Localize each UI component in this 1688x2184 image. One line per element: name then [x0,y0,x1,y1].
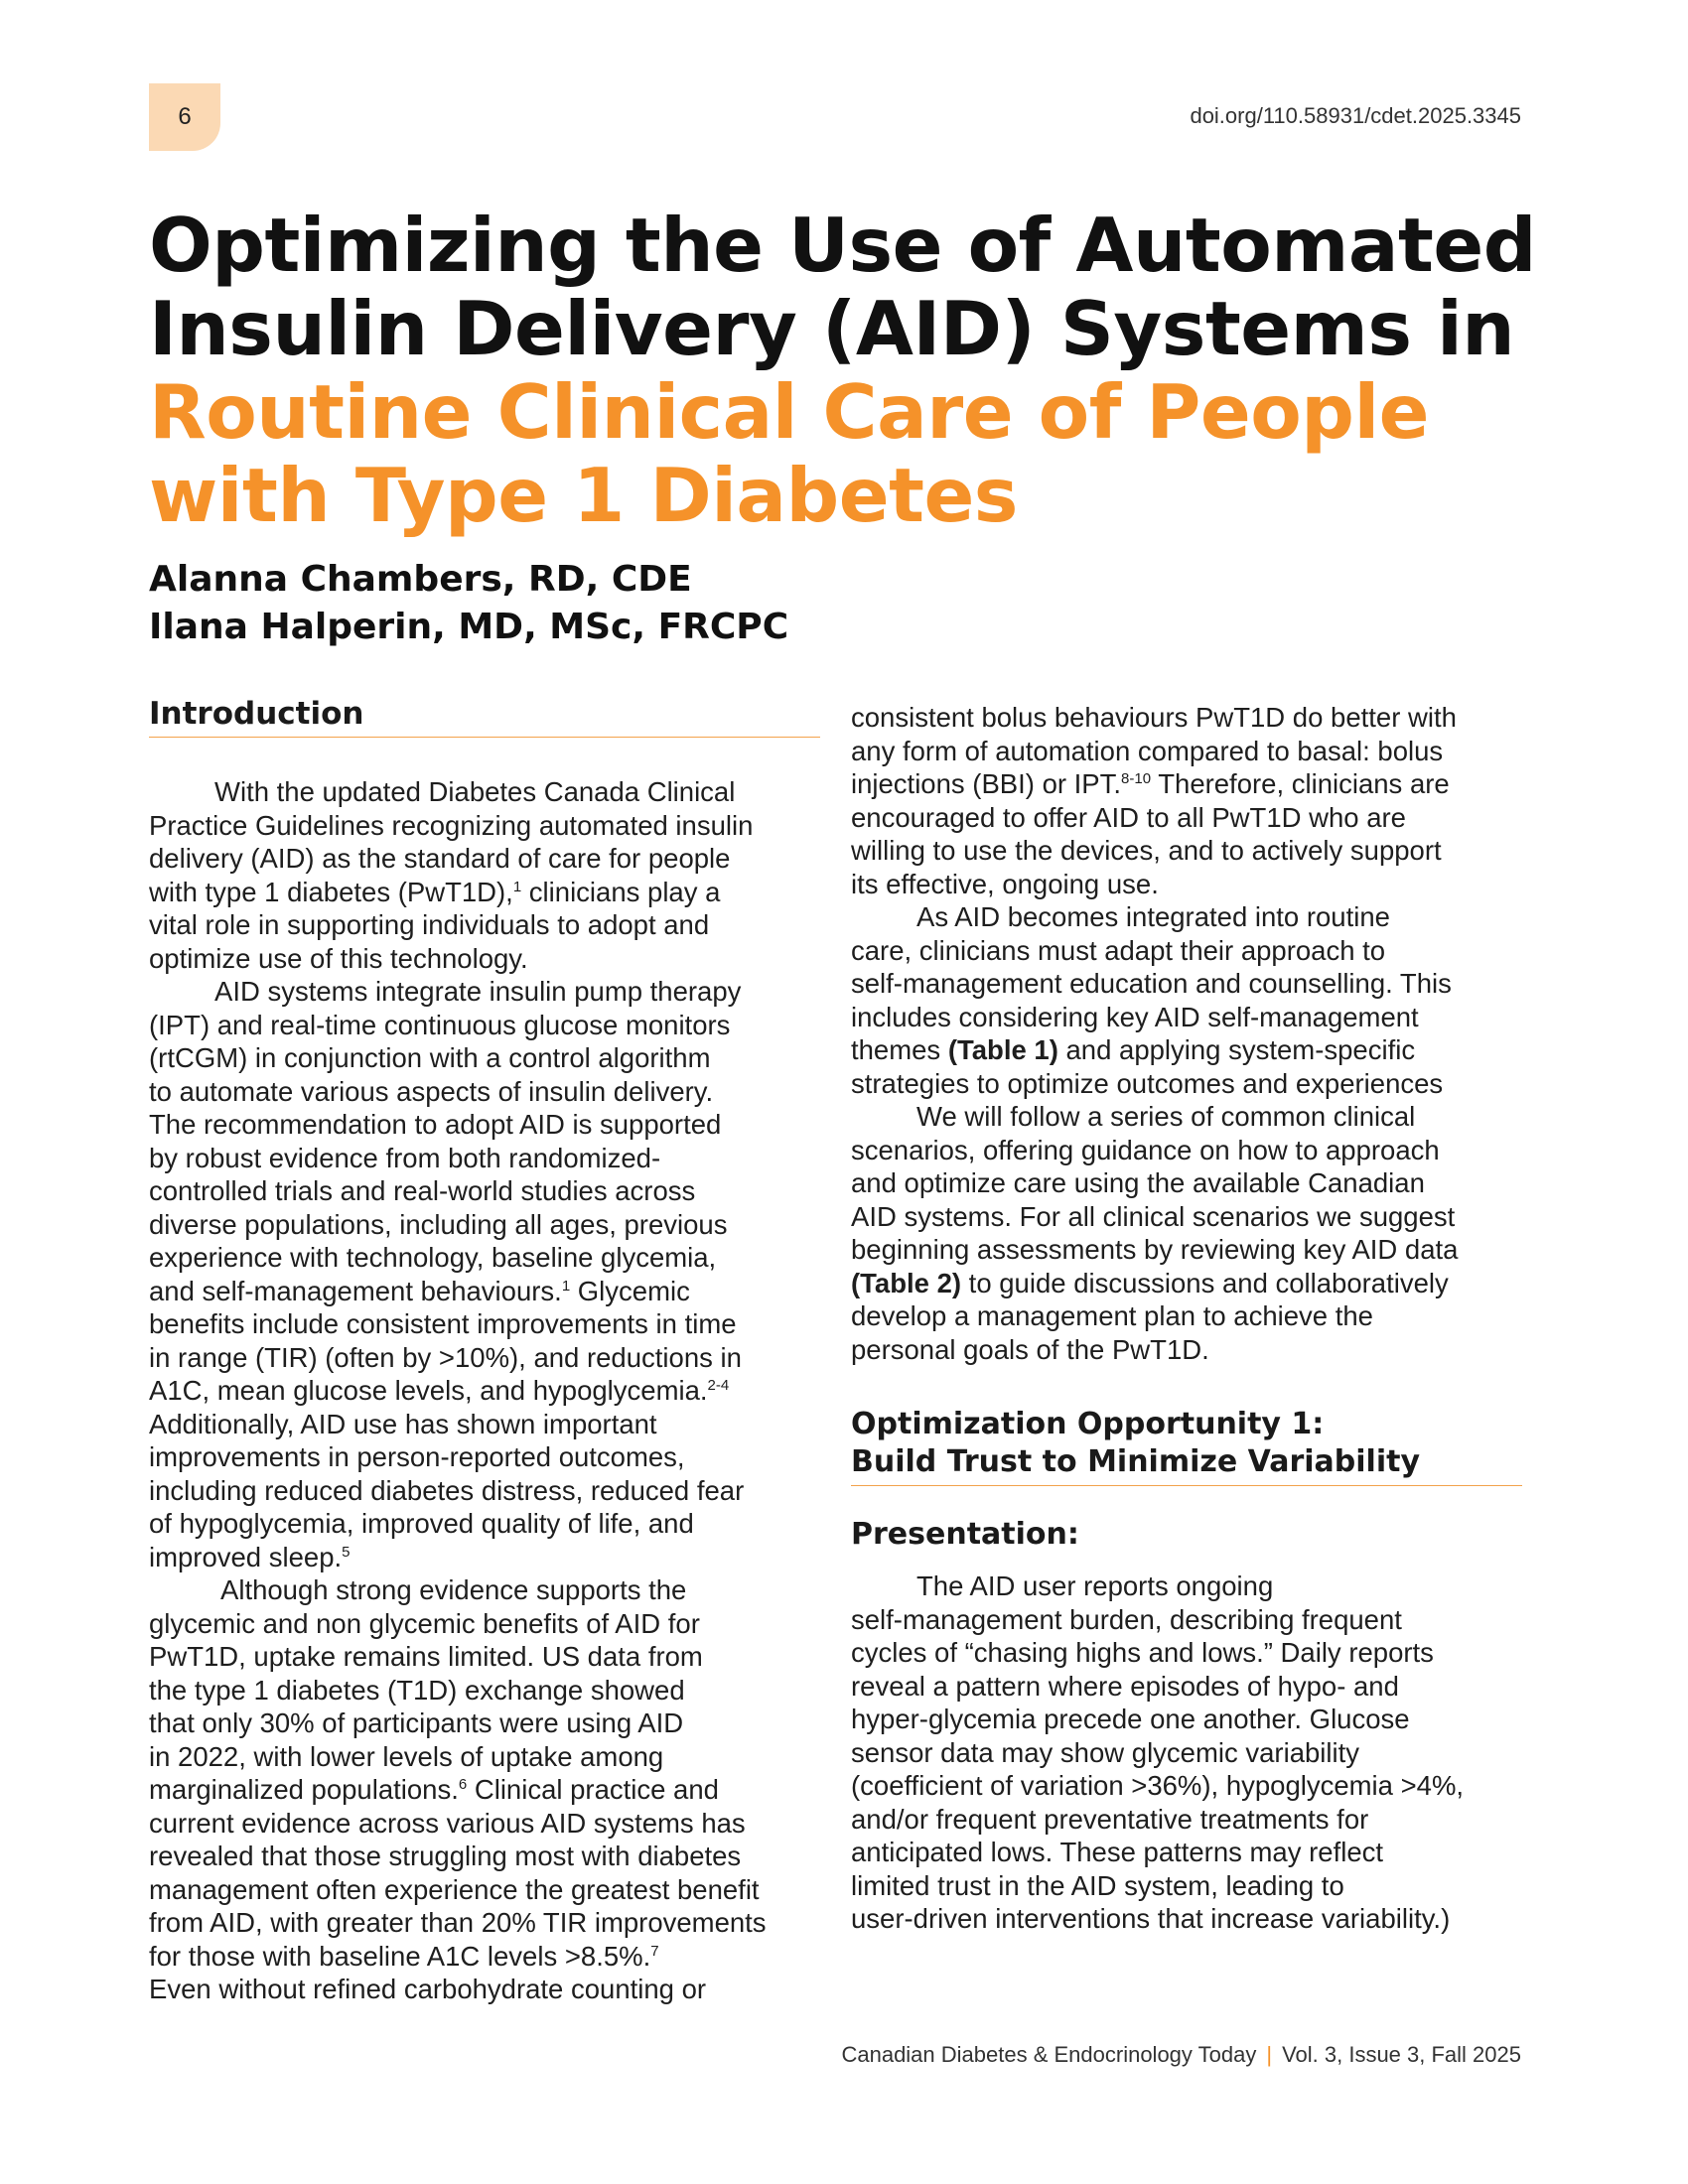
section-heading-opportunity-1: Optimization Opportunity 1: Build Trust to Minimize Variability [851,1406,1522,1486]
paragraph-presentation: The AID user reports ongoing self-management burden, describing frequent cycles of “chasing highs and lows.” Daily reports reveal a pattern where episodes of hypo- and hyper-glycemia precede one another. Glucose sensor data may show glycemic variability (coefficient of variation >36%), hypoglycemia >4%, and/or frequent preventative treatments for anticipated lows. These patterns may reflect limited trust in the AID system, leading to user-driven interventions that increase variability.) [851,1570,1465,1934]
citation-5[interactable]: 5 [342,1543,351,1561]
doi-link[interactable]: doi.org/110.58931/cdet.2025.3345 [1190,103,1521,128]
author-list [149,556,788,651]
article-title [149,204,1559,537]
citation-2-4[interactable]: 2-4 [707,1376,730,1394]
citation-1[interactable]: 1 [512,878,522,895]
paragraph-intro-3: Although strong evidence supports the glycemic and non glycemic benefits of AID for PwT1D, uptake remains limited. US data from the type 1 diabetes (T1D) exchange showed that only 30% of participants were using AID in 2022, with lower levels of uptake among marginalized populations.$^6$ Clinical practice and current evidence across various AID systems has revealed that those struggling most with diabetes management often experience the greatest benefit from AID, with greater than 20% TIR improvements for those with baseline A1C levels >8.5%.$^7$ Even without refined carbohydrate counting or [149,1574,767,2004]
author-1: Alanna Chambers, RD, CDE [149,559,692,600]
citation-8-10[interactable]: 8-10 [1121,769,1152,787]
table-2-reference[interactable]: (Table 2) [851,1267,962,1298]
title-line-3: Routine Clinical Care of People [149,368,1430,456]
paragraph-right-1: consistent bolus behaviours PwT1D do better with any form of automation compared to basal: bolus injections (BBI) or IPT.$^{8-10}$ Therefore, clinicians are encouraged to offer AID to all PwT1D who are willing to use the devices, and to actively support its effective, ongoing use. [851,702,1457,899]
left-column [149,695,820,2006]
paragraph-right-3: We will follow a series of common clinical scenarios, offering guidance on how to approach and optimize care using the available Canadian AID systems. For all clinical scenarios we suggest beginning assessments by reviewing key AID data (Table 2) to guide discussions and collaboratively develop a management plan to achieve the personal goals of the PwT1D. [851,1101,1459,1365]
page-number-tab [149,83,220,151]
page-footer [841,2042,1521,2068]
table-1-reference[interactable]: (Table 1) [947,1034,1058,1065]
paragraph-intro-2: AID systems integrate insulin pump therapy (IPT) and real-time continuous glucose monitors (rtCGM) in conjunction with a control algorithm to automate various aspects of insulin delivery. The recommendation to adopt AID is supported by robust evidence from both randomized- controlled trials and real-world studies across diverse populations, including all ages, previous experience with technology, baseline glycemia, and self-management behaviours.$^1$ Glycemic benefits include consistent improvements in time in range (TIR) (often by >10%), and reductions in A1C, mean glucose levels, and hypoglycemia.$^{2-4}$ Additionally, AID use has shown important improvements in person-reported outcomes, including reduced diabetes distress, reduced fear of hypoglycemia, improved quality of life, and improved sleep.$^5$ [149,976,745,1572]
journal-name: Canadian Diabetes & Endocrinology Today [841,2042,1257,2067]
subheading-presentation: Presentation: [851,1517,1079,1552]
citation-6[interactable]: 6 [458,1775,468,1793]
section-heading-introduction: Introduction [149,695,820,738]
footer-separator: | [1266,2042,1273,2067]
right-column [851,701,1522,1936]
issue-info: Vol. 3, Issue 3, Fall 2025 [1282,2042,1521,2067]
title-line-2: Insulin Delivery (AID) Systems in [149,285,1515,372]
page-number: 6 [178,103,192,130]
citation-1b[interactable]: 1 [561,1277,571,1295]
title-line-1: Optimizing the Use of Automated [149,202,1536,289]
paragraph-right-2: As AID becomes integrated into routine care, clinicians must adapt their approach to self-management education and counselling. This includes considering key AID self-management themes (Table 1) and applying system-specific strategies to optimize outcomes and experiences [851,901,1452,1099]
paragraph-intro-1: With the updated Diabetes Canada Clinical Practice Guidelines recognizing automated insulin delivery (AID) as the standard of care for people with type 1 diabetes (PwT1D),$^1$ clinicians play a vital role in supporting individuals to adopt and optimize use of this technology. [149,776,754,974]
citation-7[interactable]: 7 [650,1942,659,1960]
author-2: Ilana Halperin, MD, MSc, FRCPC [149,607,789,647]
title-line-4: with Type 1 Diabetes [149,452,1018,539]
